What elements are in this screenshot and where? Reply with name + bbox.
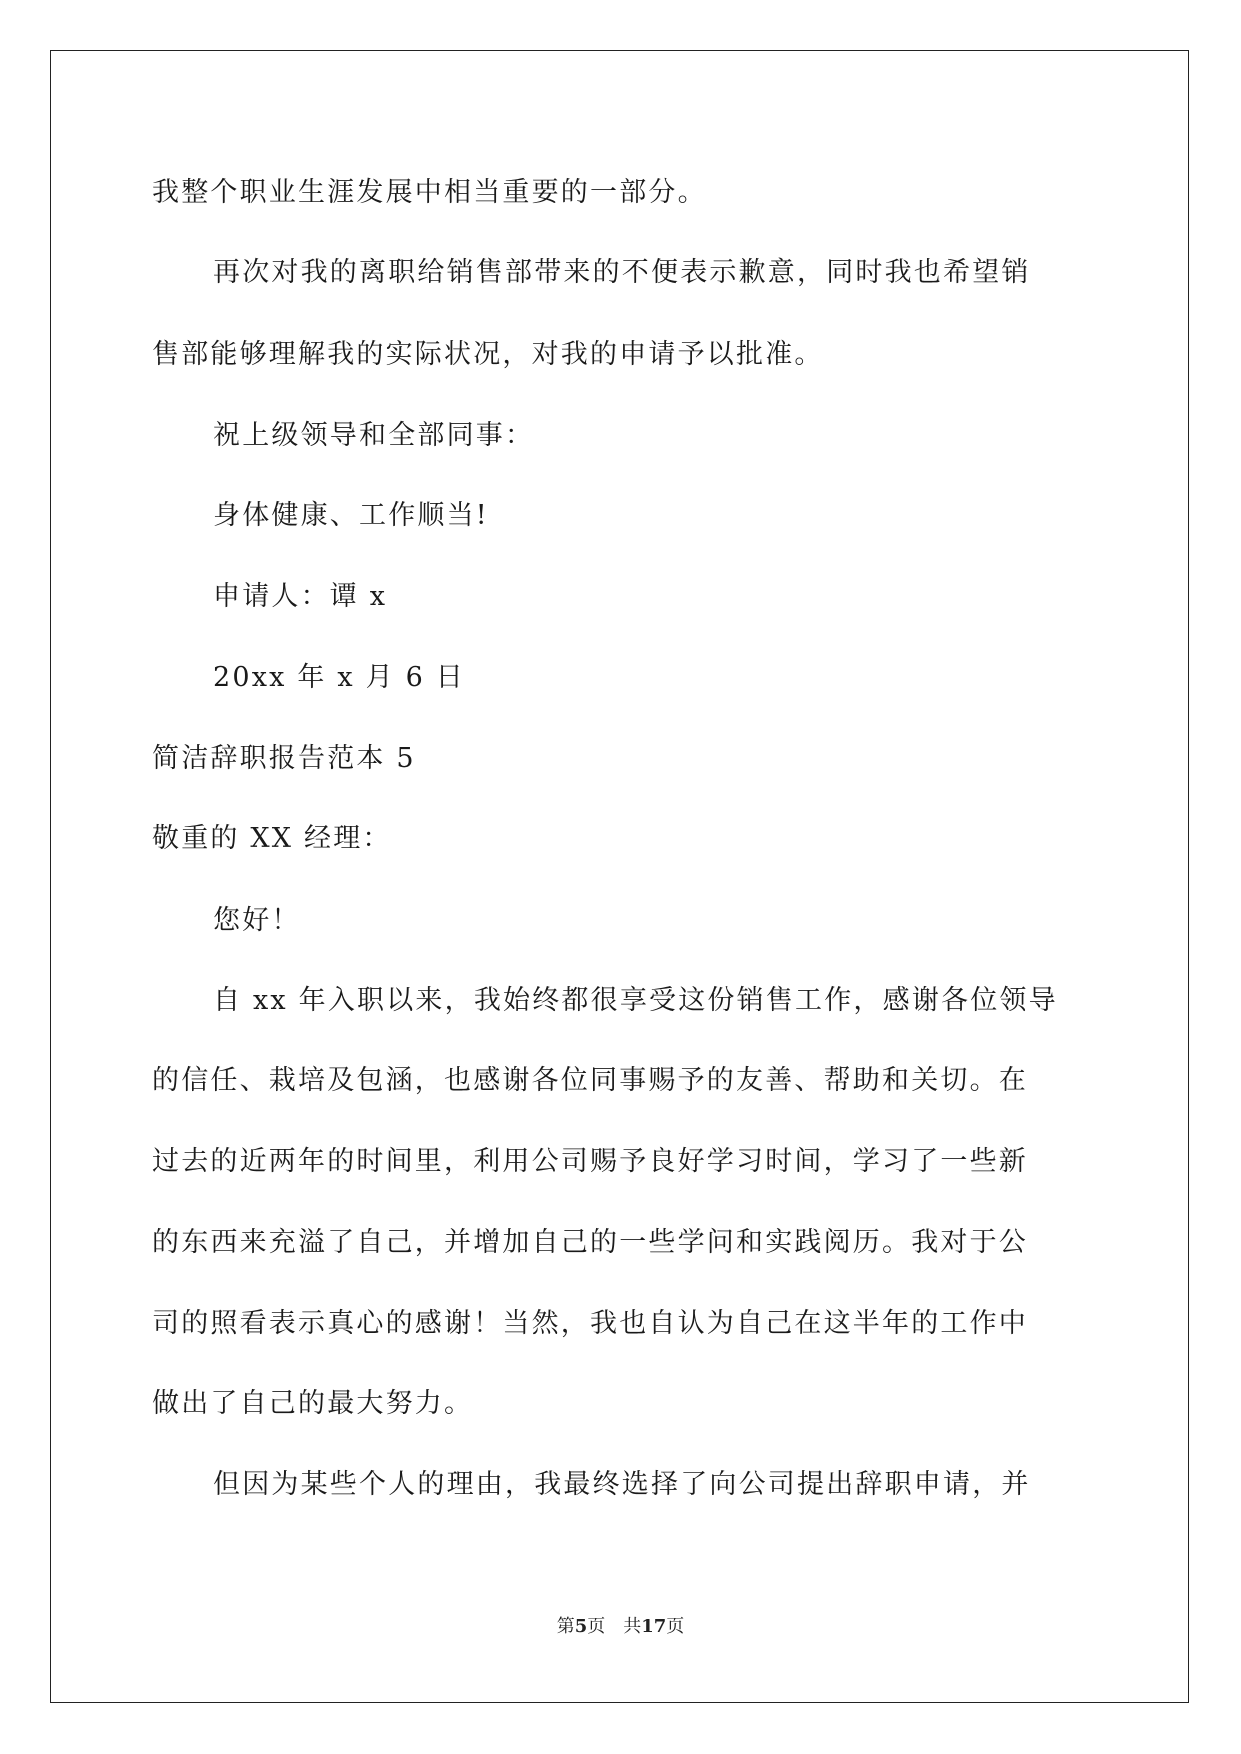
body-line: 但因为某些个人的理由，我最终选择了向公司提出辞职申请，并 — [213, 1469, 1031, 1500]
page-number: 5 — [574, 1616, 588, 1637]
body-line: 祝上级领导和全部同事： — [213, 420, 535, 451]
page-total: 17 — [641, 1616, 667, 1637]
body-line: 做出了自己的最大努力。 — [152, 1388, 474, 1419]
body-line: 的东西来充溢了自己，并增加自己的一些学问和实践阅历。我对于公 — [152, 1227, 1028, 1258]
body-line: 申请人：谭 x — [213, 581, 388, 612]
section-heading: 简洁辞职报告范本 5 — [152, 743, 416, 774]
total-suffix: 页 — [666, 1616, 685, 1637]
body-line: 的信任、栽培及包涵，也感谢各位同事赐予的友善、帮助和关切。在 — [152, 1065, 1028, 1096]
body-line: 20xx 年 x 月 6 日 — [213, 662, 465, 693]
page-suffix: 页 — [587, 1616, 606, 1637]
greeting: 您好！ — [213, 905, 301, 936]
body-line: 过去的近两年的时间里，利用公司赐予良好学习时间，学习了一些新 — [152, 1146, 1028, 1177]
body-line: 身体健康、工作顺当! — [213, 500, 489, 531]
body-line: 再次对我的离职给销售部带来的不便表示歉意，同时我也希望销 — [213, 257, 1031, 288]
body-line: 售部能够理解我的实际状况，对我的申请予以批准。 — [152, 339, 824, 370]
body-line: 我整个职业生涯发展中相当重要的一部分。 — [152, 177, 707, 208]
page-border — [50, 50, 1189, 1703]
salutation: 敬重的 XX 经理： — [152, 823, 392, 854]
body-line: 自 xx 年入职以来，我始终都很享受这份销售工作，感谢各位领导 — [213, 985, 1058, 1016]
page-footer — [0, 1615, 1241, 1639]
total-prefix: 共 — [623, 1616, 642, 1637]
body-line: 司的照看表示真心的感谢！当然，我也自认为自己在这半年的工作中 — [152, 1308, 1028, 1339]
page-prefix: 第 — [556, 1616, 575, 1637]
